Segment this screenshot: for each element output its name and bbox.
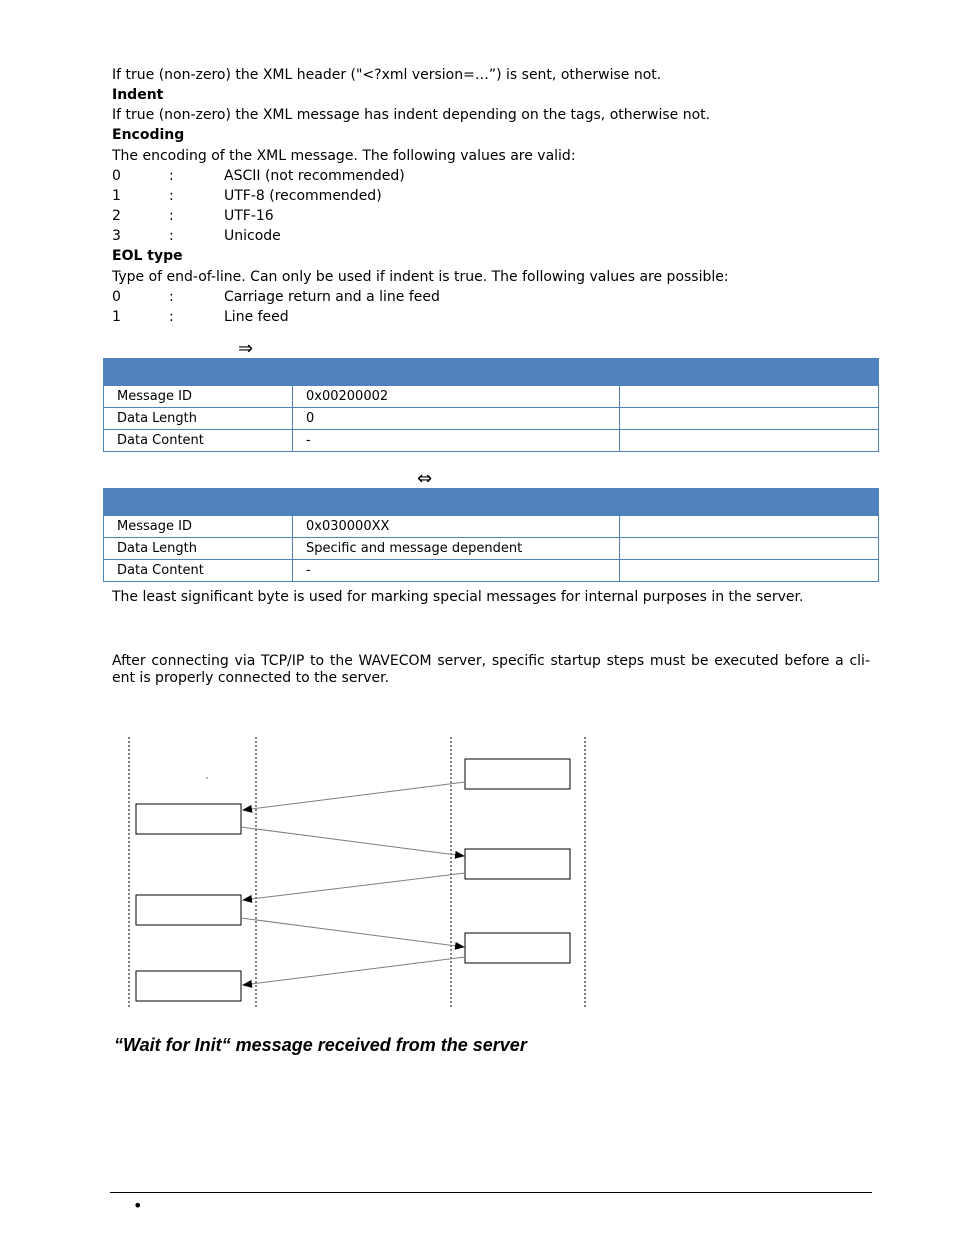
- table-cell-label: Data Length: [104, 538, 293, 560]
- client-step-box-2: [136, 895, 241, 925]
- value-number: 2: [112, 208, 121, 224]
- stray-dot: [206, 777, 207, 778]
- server-step-box-3: [465, 933, 570, 963]
- table-cell-value: 0: [293, 408, 620, 430]
- value-description: UTF-8 (recommended): [224, 188, 382, 204]
- table-cell-label: Message ID: [104, 386, 293, 408]
- value-description: Unicode: [224, 228, 281, 244]
- server-step-box-1: [465, 759, 570, 789]
- table-cell-label: Data Content: [104, 430, 293, 452]
- indent-description: If true (non-zero) the XML message has indent depending on the tags, otherwise not.: [112, 107, 711, 123]
- value-number: 1: [112, 309, 121, 325]
- table-cell-value: 0x030000XX: [293, 516, 620, 538]
- table-cell-label: Data Length: [104, 408, 293, 430]
- value-description: ASCII (not recommended): [224, 168, 405, 184]
- server-step-box-2: [465, 849, 570, 879]
- table-cell-label: Message ID: [104, 516, 293, 538]
- value-number: 1: [112, 188, 121, 204]
- lsb-note: The least significant byte is used for marking special messages for internal purposes in the server.: [112, 589, 804, 605]
- value-description: Carriage return and a line feed: [224, 289, 440, 305]
- encoding-description: The encoding of the XML message. The following values are valid:: [112, 148, 576, 164]
- message-arrow-client-to-server-2: [241, 918, 464, 947]
- value-colon: :: [169, 188, 174, 204]
- message-arrow-server-to-client-2: [243, 873, 465, 900]
- message-arrow-server-to-client-3: [243, 957, 465, 985]
- encoding-heading: Encoding: [112, 127, 185, 143]
- value-colon: :: [169, 208, 174, 224]
- value-colon: :: [169, 168, 174, 184]
- value-description: UTF-16: [224, 208, 274, 224]
- value-description: Line feed: [224, 309, 289, 325]
- bidirectional-arrow-icon: ⇔: [417, 468, 433, 489]
- table-cell-label: Data Content: [104, 560, 293, 582]
- indent-heading: Indent: [112, 87, 164, 103]
- value-colon: :: [169, 228, 174, 244]
- message-arrow-client-to-server-1: [241, 827, 464, 856]
- table-cell-value: -: [293, 430, 620, 452]
- startup-paragraph: After connecting via TCP/IP to the WAVECOM server, specific startup steps must be executed before a cli-ent is properly connected to the server.: [112, 653, 870, 686]
- eol-heading: EOL type: [112, 248, 183, 264]
- footer-bullet-icon: •: [133, 1196, 143, 1215]
- value-colon: :: [169, 309, 174, 325]
- value-number: 0: [112, 168, 121, 184]
- xml-header-description: If true (non-zero) the XML header ("<?xml version=…”) is sent, otherwise not.: [112, 67, 662, 83]
- table-cell-value: 0x00200002: [293, 386, 620, 408]
- client-step-box-1: [136, 804, 241, 834]
- eol-description: Type of end-of-line. Can only be used if indent is true. The following values are possible:: [112, 269, 729, 285]
- client-to-server-arrow-icon: ⇒: [238, 338, 254, 359]
- table-cell-value: -: [293, 560, 620, 582]
- message-arrow-server-to-client-1: [243, 782, 465, 810]
- table-cell-value: Specific and message dependent: [293, 538, 620, 560]
- client-step-box-3: [136, 971, 241, 1001]
- value-colon: :: [169, 289, 174, 305]
- diagram-caption: “Wait for Init“ message received from the server: [114, 1035, 527, 1055]
- value-number: 3: [112, 228, 121, 244]
- footer-divider: [110, 1192, 872, 1193]
- value-number: 0: [112, 289, 121, 305]
